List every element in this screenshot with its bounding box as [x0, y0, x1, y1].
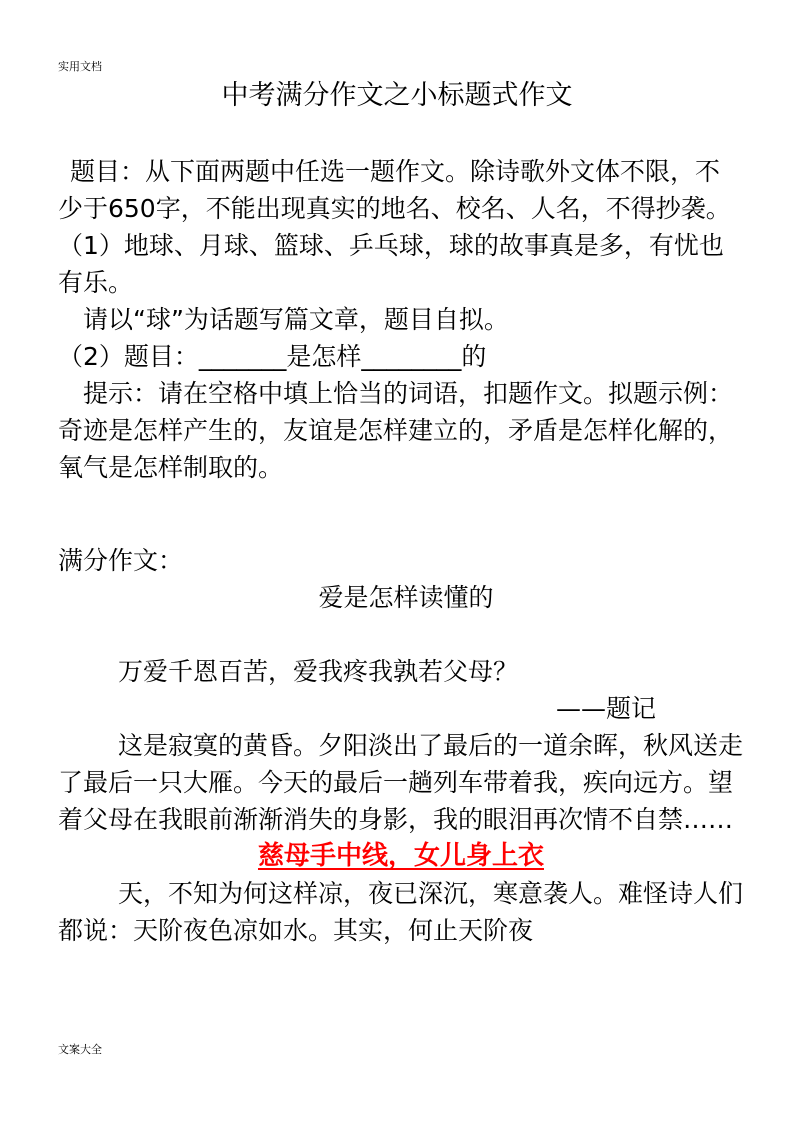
essay-label: 满分作文：: [58, 546, 184, 575]
page-footer-label: 文案大全: [58, 1043, 102, 1056]
essay-epigraph-source: ——题记: [555, 694, 656, 723]
page-header-label: 实用文档: [58, 60, 102, 73]
prompt-option-2: （2）题目：_______是怎样________的: [58, 342, 487, 371]
blank-line: [58, 616, 744, 653]
essay-epigraph: 万爱千恩百苦，爱我疼我孰若父母？: [118, 657, 519, 686]
blank-gap: [58, 523, 744, 542]
essay-paragraph-1: 这是寂寞的黄昏。夕阳淡出了最后的一道余晖，秋风送走了最后一只大雁。今天的最后一趟列车带着我，疾向远方。望着父母在我眼前渐渐消失的身影，我的眼泪再次情不自禁……: [58, 731, 744, 834]
document-body: [58, 153, 744, 949]
prompt-hint: 提示：请在空格中填上恰当的词语，扣题作文。拟题示例：奇迹是怎样产生的，友谊是怎样建立的，矛盾是怎样化解的，氧气是怎样制取的。: [58, 379, 734, 482]
essay-subheading-1: 慈母手中线，女儿身上衣: [257, 841, 544, 871]
prompt-option-1-instruction: 请以“球”为话题写篇文章，题目自拟。: [83, 305, 509, 334]
document-title: 中考满分作文之小标题式作文: [221, 80, 573, 111]
prompt-intro: 题目：从下面两题中任选一题作文。除诗歌外文体不限，不少于650字，不能出现真实的地名、校名、人名，不得抄袭。: [58, 157, 731, 223]
essay-paragraph-2: 天，不知为何这样凉，夜已深沉，寒意袭人。难怪诗人们都说：天阶夜色凉如水。其实，何止天阶夜: [58, 879, 744, 945]
essay-title: 爱是怎样读懂的: [318, 583, 494, 612]
prompt-option-1: （1）地球、月球、篮球、乒乓球，球的故事真是多，有忧也有乐。: [58, 231, 724, 297]
blank-line: [58, 486, 744, 523]
